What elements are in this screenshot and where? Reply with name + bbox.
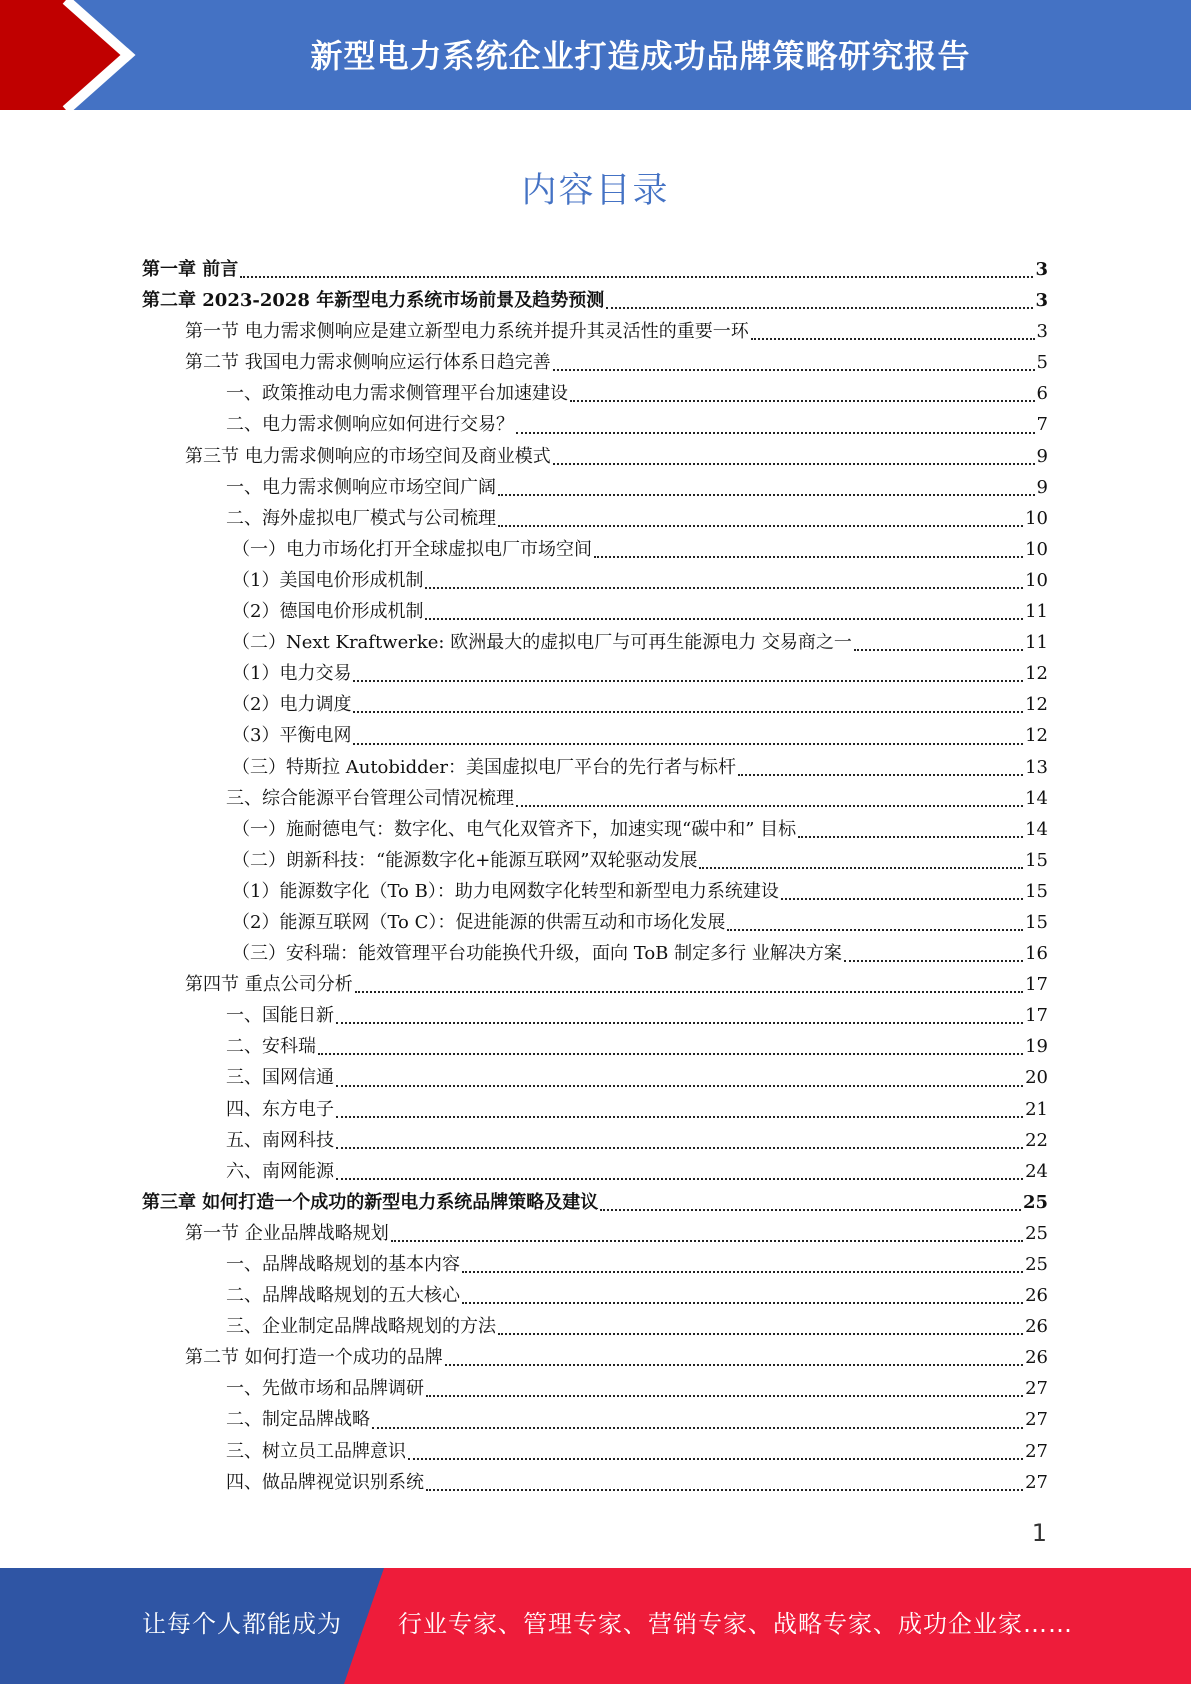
toc-entry-page: 17 — [1025, 1005, 1048, 1027]
toc-entry-label: 四、东方电子 — [226, 1098, 334, 1120]
toc-entry-label: （一）施耐德电气：数字化、电气化双管齐下，加速实现“碳中和” 目标 — [232, 818, 797, 840]
toc-entry[interactable] — [142, 752, 1048, 783]
toc-entry[interactable] — [142, 720, 1048, 751]
toc-entry[interactable] — [142, 1404, 1048, 1435]
toc-dot-leader — [738, 774, 1023, 776]
toc-entry[interactable] — [142, 1373, 1048, 1404]
toc-dot-leader — [353, 711, 1023, 713]
toc-entry-label: 二、海外虚拟电厂模式与公司梳理 — [226, 507, 496, 529]
toc-dot-leader — [240, 276, 1033, 278]
toc-dot-leader — [854, 649, 1023, 651]
toc-dot-leader — [498, 494, 1035, 496]
toc-dot-leader — [353, 743, 1023, 745]
toc-entry[interactable] — [142, 689, 1048, 720]
toc-entry-page: 12 — [1025, 663, 1048, 685]
toc-entry[interactable] — [142, 534, 1048, 565]
toc-entry-page: 27 — [1025, 1440, 1048, 1462]
toc-dot-leader — [781, 898, 1023, 900]
toc-entry-page: 27 — [1025, 1378, 1048, 1400]
toc-entry-page: 22 — [1025, 1129, 1048, 1151]
toc-entry-label: （2）能源互联网（To C）：促进能源的供需互动和市场化发展 — [232, 911, 726, 933]
toc-entry-page: 26 — [1025, 1285, 1048, 1307]
toc-entry-page: 7 — [1036, 414, 1048, 436]
toc-entry[interactable] — [142, 783, 1048, 814]
toc-dot-leader — [336, 1147, 1023, 1149]
toc-dot-leader — [570, 400, 1035, 402]
toc-entry-label: 三、树立员工品牌意识 — [226, 1440, 406, 1462]
toc-entry[interactable] — [142, 627, 1048, 658]
toc-entry-page: 14 — [1025, 787, 1048, 809]
toc-entry-page: 15 — [1025, 911, 1048, 933]
toc-entry-page: 6 — [1036, 383, 1048, 405]
toc-dot-leader — [594, 556, 1023, 558]
page-header — [0, 0, 1191, 110]
toc-entry-label: （1）电力交易 — [232, 663, 352, 685]
toc-dot-leader — [498, 525, 1023, 527]
toc-entry-label: 一、品牌战略规划的基本内容 — [226, 1254, 460, 1275]
toc-entry-page: 15 — [1025, 880, 1048, 902]
toc-entry-page: 13 — [1025, 756, 1048, 778]
toc-entry[interactable] — [142, 503, 1048, 534]
toc-entry-label: 二、制定品牌战略 — [226, 1409, 370, 1431]
toc-entry[interactable] — [142, 1249, 1048, 1280]
toc-dot-leader — [408, 1458, 1023, 1460]
toc-entry[interactable] — [142, 1062, 1048, 1093]
toc-dot-leader — [355, 991, 1023, 993]
toc-entry-page: 3 — [1036, 321, 1048, 343]
report-title: 新型电力系统企业打造成功品牌策略研究报告 — [310, 37, 971, 75]
toc-entry-label: （1）能源数字化（To B）：助力电网数字化转型和新型电力系统建设 — [232, 880, 779, 902]
toc-dot-leader — [353, 680, 1023, 682]
toc-dot-leader — [336, 1085, 1023, 1087]
toc-entry-label: 第二章 2023-2028 年新型电力系统市场前景及趋势预测 — [142, 290, 605, 312]
toc-entry-page: 19 — [1025, 1036, 1048, 1058]
toc-entry-label: 第二节 如何打造一个成功的品牌 — [185, 1347, 443, 1369]
toc-entry-page: 10 — [1025, 507, 1048, 529]
toc-dot-leader — [462, 1302, 1023, 1304]
toc-dot-leader — [462, 1271, 1023, 1273]
footer-slogan-right: 行业专家、管理专家、营销专家、战略专家、成功企业家…… — [398, 1610, 1073, 1638]
toc-dot-leader — [699, 867, 1023, 869]
toc-dot-leader — [336, 1178, 1023, 1180]
toc-entry[interactable] — [142, 285, 1048, 316]
toc-entry[interactable] — [142, 1187, 1048, 1218]
toc-entry-page: 24 — [1025, 1160, 1048, 1182]
toc-dot-leader — [336, 1116, 1023, 1118]
toc-entry[interactable] — [142, 1000, 1048, 1031]
toc-entry-page: 21 — [1025, 1098, 1048, 1120]
toc-entry[interactable] — [142, 814, 1048, 845]
toc-entry-page: 9 — [1036, 476, 1048, 498]
table-of-contents — [142, 254, 1048, 1498]
toc-entry-page: 12 — [1025, 694, 1048, 716]
toc-entry-page: 27 — [1025, 1471, 1048, 1493]
toc-entry[interactable] — [142, 1031, 1048, 1062]
toc-entry[interactable] — [142, 565, 1048, 596]
toc-entry-label: 六、南网能源 — [226, 1160, 334, 1182]
toc-entry-page: 11 — [1025, 632, 1048, 654]
toc-entry[interactable] — [142, 347, 1048, 378]
toc-entry[interactable] — [142, 441, 1048, 472]
toc-dot-leader — [553, 369, 1035, 371]
toc-entry[interactable] — [142, 1094, 1048, 1125]
page-number: 1 — [1031, 1519, 1047, 1547]
toc-dot-leader — [336, 1022, 1023, 1024]
toc-entry-label: 第三节 电力需求侧响应的市场空间及商业模式 — [185, 445, 551, 467]
toc-entry-label: （三）安科瑞：能效管理平台功能换代升级，面向 ToB 制定多行 业解决方案 — [232, 943, 842, 965]
toc-entry[interactable] — [142, 876, 1048, 907]
toc-entry-page: 25 — [1022, 1191, 1048, 1213]
toc-entry-page: 3 — [1035, 259, 1048, 280]
toc-entry-page: 20 — [1025, 1067, 1048, 1089]
toc-entry[interactable] — [142, 1311, 1048, 1342]
toc-entry-page: 26 — [1025, 1347, 1048, 1369]
toc-entry[interactable] — [142, 1156, 1048, 1187]
toc-entry[interactable] — [142, 1436, 1048, 1467]
toc-entry-label: 三、企业制定品牌战略规划的方法 — [226, 1316, 496, 1338]
toc-dot-leader — [727, 929, 1023, 931]
toc-entry[interactable] — [142, 1342, 1048, 1373]
toc-entry-page: 14 — [1025, 818, 1048, 840]
toc-entry[interactable] — [142, 378, 1048, 409]
toc-entry-label: （一）电力市场化打开全球虚拟电厂市场空间 — [232, 538, 592, 560]
toc-entry-page: 10 — [1025, 538, 1048, 560]
toc-entry-label: 一、先做市场和品牌调研 — [226, 1378, 424, 1400]
toc-dot-leader — [498, 1333, 1023, 1335]
toc-entry-label: 第三章 如何打造一个成功的新型电力系统品牌策略及建议 — [142, 1191, 599, 1213]
toc-entry-label: 第四节 重点公司分析 — [185, 974, 353, 996]
toc-entry-label: 二、安科瑞 — [226, 1036, 316, 1058]
toc-entry-label: （二）朗新科技：“能源数字化+能源互联网”双轮驱动发展 — [232, 849, 698, 871]
toc-dot-leader — [516, 805, 1023, 807]
toc-entry-page: 26 — [1025, 1316, 1048, 1338]
toc-entry-label: （2）电力调度 — [232, 694, 352, 716]
toc-entry[interactable] — [142, 969, 1048, 1000]
toc-entry-label: 第一节 企业品牌战略规划 — [185, 1222, 389, 1244]
toc-dot-leader — [426, 1489, 1023, 1491]
toc-entry[interactable] — [142, 1125, 1048, 1156]
toc-entry-label: 第二节 我国电力需求侧响应运行体系日趋完善 — [185, 352, 551, 374]
toc-dot-leader — [425, 618, 1023, 620]
toc-dot-leader — [600, 1209, 1021, 1211]
toc-entry[interactable] — [142, 845, 1048, 876]
toc-entry-label: 二、品牌战略规划的五大核心 — [226, 1285, 460, 1307]
toc-entry-label: 第一节 电力需求侧响应是建立新型电力系统并提升其灵活性的重要一环 — [185, 321, 749, 343]
toc-entry[interactable] — [142, 907, 1048, 938]
toc-dot-leader — [445, 1364, 1023, 1366]
toc-entry-label: 三、国网信通 — [226, 1067, 334, 1089]
toc-entry-label: 四、做品牌视觉识别系统 — [226, 1471, 424, 1493]
toc-entry-label: 三、综合能源平台管理公司情况梳理 — [226, 787, 514, 809]
toc-entry-page: 10 — [1025, 569, 1048, 591]
toc-entry-label: （2）德国电价形成机制 — [232, 601, 424, 623]
toc-heading: 内容目录 — [521, 171, 670, 211]
toc-entry[interactable] — [142, 254, 1048, 285]
toc-entry-page: 3 — [1035, 290, 1048, 312]
toc-entry[interactable] — [142, 409, 1048, 440]
toc-entry[interactable] — [142, 1218, 1048, 1249]
toc-dot-leader — [391, 1240, 1023, 1242]
toc-entry-page: 16 — [1025, 943, 1048, 965]
footer-slogan-left: 让每个人都能成为 — [142, 1610, 342, 1638]
toc-entry-page: 25 — [1025, 1254, 1048, 1275]
toc-entry[interactable] — [142, 472, 1048, 503]
toc-dot-leader — [372, 1427, 1023, 1429]
toc-entry-page: 17 — [1025, 974, 1048, 996]
toc-entry-label: 一、电力需求侧响应市场空间广阔 — [226, 476, 496, 498]
toc-dot-leader — [516, 432, 1035, 434]
toc-entry-label: 五、南网科技 — [226, 1129, 334, 1151]
toc-dot-leader — [553, 463, 1035, 465]
toc-dot-leader — [318, 1053, 1023, 1055]
toc-entry-page: 11 — [1025, 601, 1048, 623]
toc-entry[interactable] — [142, 596, 1048, 627]
toc-dot-leader — [844, 960, 1023, 962]
toc-entry-label: （二）Next Kraftwerke: 欧洲最大的虚拟电厂与可再生能源电力 交易商之一 — [232, 632, 852, 654]
toc-dot-leader — [426, 1395, 1023, 1397]
toc-entry-page: 27 — [1025, 1409, 1048, 1431]
toc-entry-label: 第一章 前言 — [142, 259, 239, 280]
toc-entry-label: （三）特斯拉 Autobidder：美国虚拟电厂平台的先行者与标杆 — [232, 756, 736, 778]
toc-entry-label: （3）平衡电网 — [232, 725, 352, 747]
toc-entry-label: 一、政策推动电力需求侧管理平台加速建设 — [226, 383, 568, 405]
toc-dot-leader — [751, 338, 1035, 340]
toc-dot-leader — [425, 587, 1023, 589]
toc-entry[interactable] — [142, 938, 1048, 969]
toc-entry[interactable] — [142, 316, 1048, 347]
toc-entry-page: 25 — [1025, 1222, 1048, 1244]
toc-entry[interactable] — [142, 1280, 1048, 1311]
toc-entry[interactable] — [142, 658, 1048, 689]
toc-entry-label: （1）美国电价形成机制 — [232, 569, 424, 591]
toc-entry[interactable] — [142, 1467, 1048, 1498]
page-footer — [0, 1568, 1191, 1684]
toc-dot-leader — [606, 307, 1033, 309]
toc-entry-page: 15 — [1025, 849, 1048, 871]
toc-entry-page: 5 — [1036, 352, 1048, 374]
toc-dot-leader — [798, 836, 1023, 838]
toc-entry-label: 一、国能日新 — [226, 1005, 334, 1027]
toc-entry-page: 12 — [1025, 725, 1048, 747]
toc-entry-label: 二、电力需求侧响应如何进行交易？ — [226, 414, 514, 436]
toc-entry-page: 9 — [1036, 445, 1048, 467]
